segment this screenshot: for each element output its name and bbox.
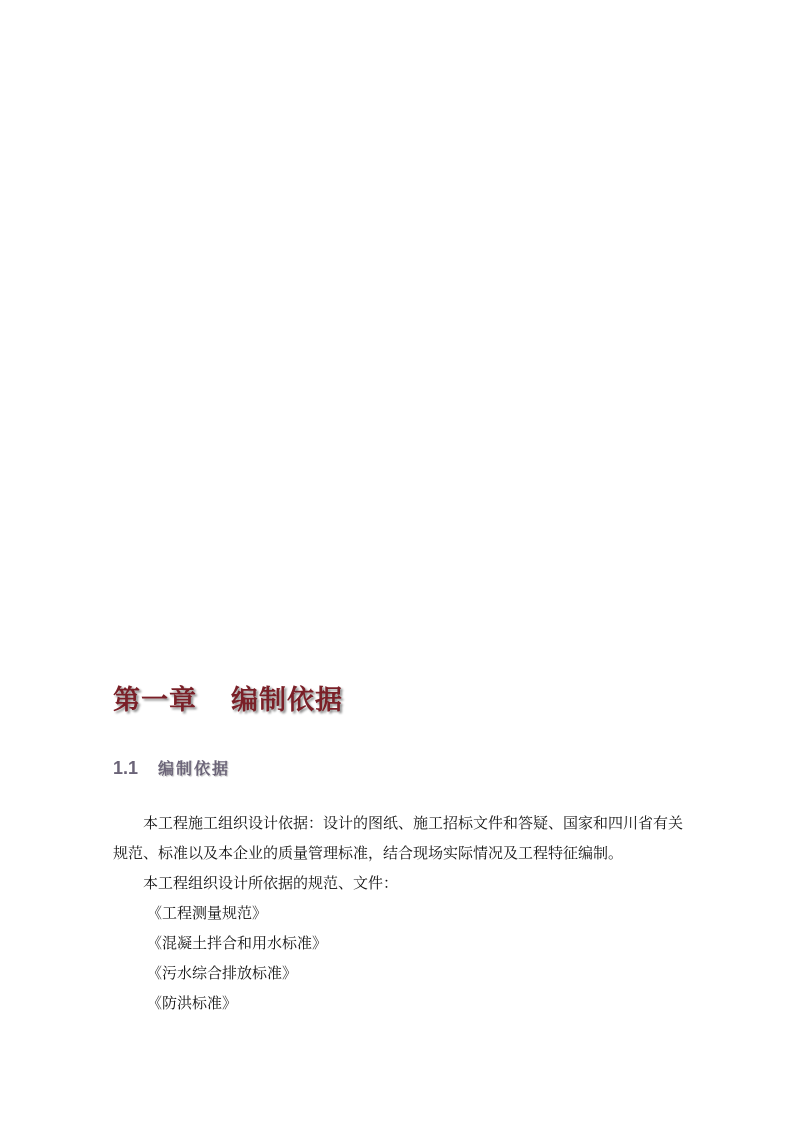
list-intro: 本工程组织设计所依据的规范、文件： [143,874,399,892]
section-number: 1.1 [113,758,139,778]
intro-line-1: 本工程施工组织设计依据：设计的图纸、施工招标文件和答疑、国家和四川省有关 [143,814,684,832]
intro-paragraph [113,808,723,868]
chapter-number: 第一章 [113,685,197,716]
chapter-title [113,678,343,717]
intro-line-2: 规范、标准以及本企业的质量管理标准，结合现场实际情况及工程特征编制。 [113,844,624,862]
reference-item: 《污水综合排放标准》 [147,964,298,982]
section-heading [113,754,230,781]
chapter-title-text: 编制依据 [231,685,343,716]
reference-item: 《工程测量规范》 [147,904,268,922]
section-title: 编制依据 [158,759,231,778]
reference-list [113,898,723,1018]
reference-item: 《混凝土拌合和用水标准》 [147,934,328,952]
reference-item: 《防洪标准》 [147,994,238,1012]
body-text [113,808,723,1018]
